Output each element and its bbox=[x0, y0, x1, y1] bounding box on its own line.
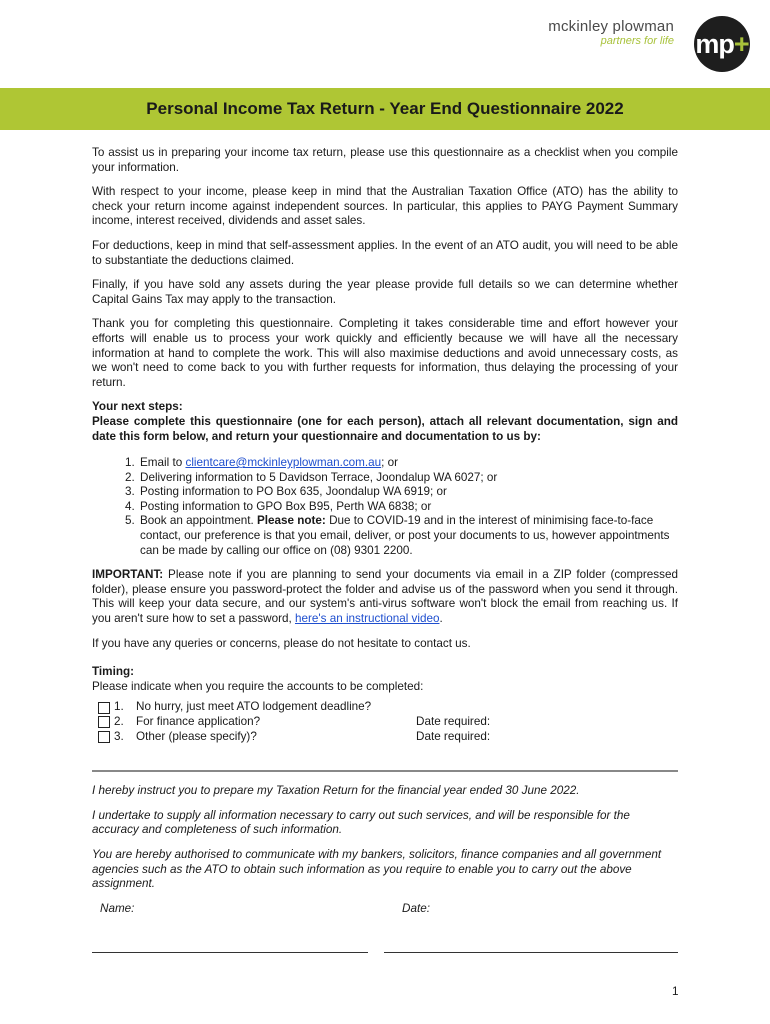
timing-heading: Timing: bbox=[92, 665, 134, 679]
timing-checkbox-2[interactable] bbox=[98, 716, 110, 728]
declaration-undertake: I undertake to supply all information necessary to carry out such services, and will be responsible for the accuracy and completeness of such information. bbox=[92, 808, 630, 837]
important-paragraph: IMPORTANT: Please note if you are planning to send your documents via email in a ZIP folder (compressed folder), please ensure you password-protect the folder and advise us of the password when you send it through. This will keep your data secure, and our system's anti-virus software won't block the email from reaching us. If you aren't sure how to set a password, here's an instructional video. bbox=[92, 568, 678, 626]
company-logo-mark bbox=[694, 16, 750, 72]
list-item: 5. Book an appointment. Please note: Due to COVID-19 and in the interest of minimising face-to-face contact, our preference is that you email, deliver, or post your documents to us, however appointments can be made by calling our office on (08) 9301 2200. bbox=[138, 514, 678, 558]
timing-section bbox=[92, 665, 678, 744]
intro-paragraph: To assist us in preparing your income tax return, please use this questionnaire as a checklist when you compile your information. bbox=[92, 146, 678, 174]
next-steps-block bbox=[92, 400, 678, 444]
page-number: 1 bbox=[672, 985, 679, 998]
logo-mark-letters: mp bbox=[695, 28, 734, 59]
date-signature-line[interactable] bbox=[384, 952, 678, 953]
important-label: IMPORTANT: bbox=[92, 568, 164, 582]
timing-checkbox-3[interactable] bbox=[98, 731, 110, 743]
timing-option-1: 1. No hurry, just meet ATO lodgement deadline? bbox=[92, 700, 678, 715]
list-item: 2. Delivering information to 5 Davidson Terrace, Joondalup WA 6027; or bbox=[138, 471, 678, 486]
declaration-instruct: I hereby instruct you to prepare my Taxation Return for the financial year ended 30 June 2022. bbox=[92, 784, 580, 798]
timing-checkbox-1[interactable] bbox=[98, 702, 110, 714]
client-email-link[interactable]: clientcare@mckinleyplowman.com.au bbox=[185, 456, 382, 470]
title-banner bbox=[0, 88, 770, 130]
section-divider bbox=[92, 770, 678, 772]
document-body bbox=[92, 146, 678, 916]
declaration-authorise: You are hereby authorised to communicate with my bankers, solicitors, finance companies and all government agencies such as the ATO to obtain such information as you require to enable you to carry out the above assignment. bbox=[92, 847, 662, 891]
submission-steps-list bbox=[92, 456, 678, 558]
company-name: mckinley plowman bbox=[548, 18, 674, 35]
queries-paragraph: If you have any queries or concerns, please do not hesitate to contact us. bbox=[92, 636, 471, 650]
next-steps-instruction: Please complete this questionnaire (one for each person), attach all relevant documentation, sign and date this form below, and return your questionnaire and documentation to us by: bbox=[92, 414, 678, 443]
deductions-paragraph: For deductions, keep in mind that self-assessment applies. In the event of an ATO audit, you will need to be able to substantiate the deductions claimed. bbox=[92, 238, 678, 267]
logo-mark-plus: + bbox=[733, 28, 749, 59]
next-steps-heading: Your next steps: bbox=[92, 400, 183, 414]
page-title: Personal Income Tax Return - Year End Questionnaire 2022 bbox=[146, 99, 624, 118]
date-required-label: Date required: bbox=[416, 715, 491, 728]
date-required-label: Date required: bbox=[416, 729, 491, 743]
declaration-section bbox=[92, 784, 678, 892]
list-item: 1. Email to clientcare@mckinleyplowman.com.au; or bbox=[138, 456, 678, 471]
timing-option-2: 2. For finance application? Date required: bbox=[92, 715, 678, 730]
thanks-paragraph: Thank you for completing this questionnaire. Completing it takes considerable time and effort however your efforts will enable us to process your work quickly and efficiently because we will have all the necessary information at hand to complete the work. This will also maximise deductions and avoid unnecessary costs, as we won't need to come back to you with further requests for information, thus delaying the processing of your return. bbox=[92, 317, 678, 389]
company-tagline: partners for life bbox=[600, 35, 674, 47]
income-paragraph: With respect to your income, please keep in mind that the Australian Taxation Office (ATO) has the ability to check your return income against independent sources. In particular, this applies to PAYG Payment Summary income, interest received, dividends and asset sales. bbox=[92, 185, 678, 228]
company-logo-text bbox=[548, 18, 674, 48]
list-item: 4. Posting information to GPO Box B95, Perth WA 6838; or bbox=[138, 500, 678, 515]
timing-option-3: 3. Other (please specify)? Date required: bbox=[92, 730, 678, 745]
list-item: 3. Posting information to PO Box 635, Joondalup WA 6919; or bbox=[138, 485, 678, 500]
date-label: Date: bbox=[402, 901, 430, 915]
assets-paragraph: Finally, if you have sold any assets during the year please provide full details so we can determine whether Capital Gains Tax may apply to the transaction. bbox=[92, 278, 678, 306]
timing-prompt: Please indicate when you require the accounts to be completed: bbox=[92, 679, 424, 693]
name-signature-line[interactable] bbox=[92, 952, 368, 953]
instructional-video-link[interactable]: here's an instructional video bbox=[294, 612, 440, 626]
name-label: Name: bbox=[100, 901, 135, 915]
signature-labels bbox=[92, 902, 678, 917]
